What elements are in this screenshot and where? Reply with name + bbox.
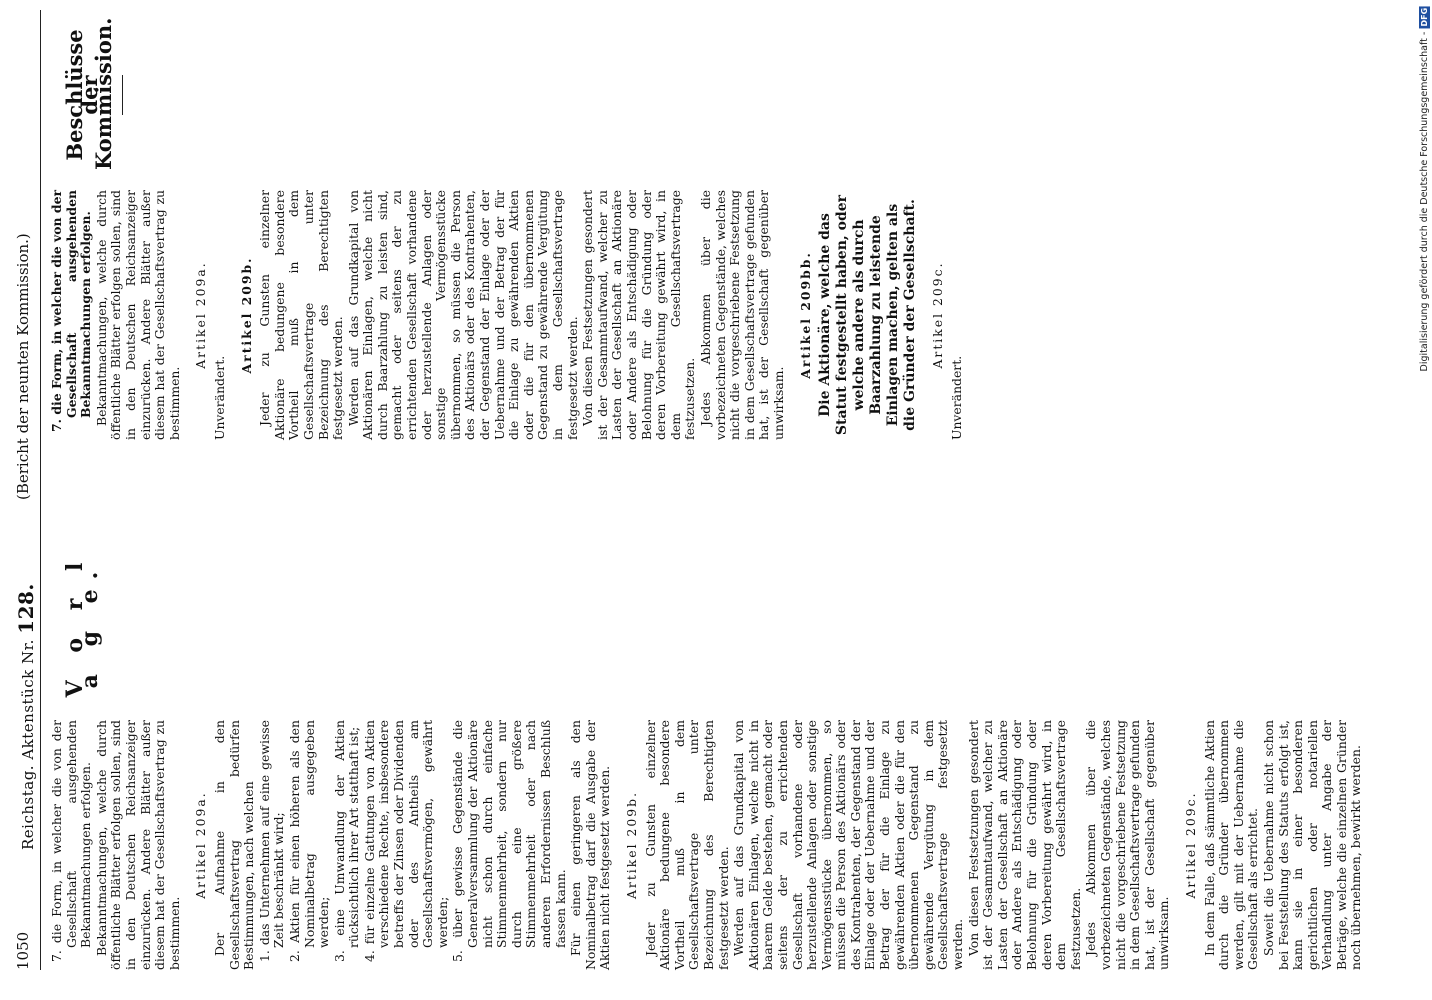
- vorlage-heading: V o r l a g e.: [62, 552, 103, 698]
- article-209b-para-1: Jeder zu Gunsten einzelner Aktionäre bedungene besondere Vortheil muß in dem Gesellschaftsvertrage unter Bezeichnung des Berechtigten festgesetzt werden.: [642, 720, 731, 970]
- article-209a-title: Artikel 209a.: [193, 261, 209, 369]
- article-209a-title: Artikel 209a.: [193, 791, 209, 899]
- vorlage-column: [50, 720, 1365, 970]
- article-209b-para-2: Werden auf das Grundkapital von Aktionären Einlagen, welche nicht durch Baarzahlung zu leisten sind, gemacht oder seitens der zu errichtenden Gesellschaft vorhandene oder herzustellende Anlagen oder sonstige Vermögensstücke übernommen, so müssen die Person des Aktionärs oder des Kontrahenten, der Gegenstand der Einlage oder der Uebernahme und der Betrag der für die Einlage zu gewährenden Aktien oder die für den übernommenen Gegenstand zu gewährende Vergütung in dem Gesellschaftsvertrage festgesetzt werden.: [345, 190, 580, 440]
- bekanntmachungen-para: Bekanntmachungen, welche durch öffentliche Blätter erfolgen sollen, sind in den Deutschen Reichsanzeiger einzurücken. Andere Blätter außer diesem hat der Gesellschaftsvertrag zu bestimmen.: [93, 720, 182, 970]
- article-209b-para-4: Jedes Abkommen über die vorbezeichneten Gegenstände, welches nicht die vorgeschriebene Festsetzung in dem Gesellschaftsvertrage gefunden hat, ist der Gesellschaft gegenüber unwirksam.: [1083, 720, 1172, 970]
- article-209a-intro: Der Aufnahme in den Gesellschaftsvertrag bedürfen Bestimmungen, nach welchen: [211, 720, 257, 970]
- article-209b-para-3: Von diesen Festsetzungen gesondert ist der Gesammtaufwand, welcher zu Lasten der Gesellschaft an Aktionäre oder Andere als Entschädigung oder Belohnung für die Gründung oder deren Vorbereitung gewährt wird, in dem Gesellschaftsvertrage festzusetzen.: [965, 720, 1083, 970]
- article-209b-title: Artikel 209b.: [238, 256, 254, 374]
- list-item: 1. das Unternehmen auf eine gewisse Zeit beschränkt wird;: [256, 720, 287, 962]
- header-title: Reichstag. Aktenstück Nr. 128.: [14, 583, 38, 850]
- article-209b-para-1: Jeder zu Gunsten einzelner Aktionäre bedungene besondere Vortheil muß in dem Gesellschaftsvertrage unter Bezeichnung des Berechtigten festgesetzt werden.: [257, 190, 346, 440]
- heading-divider: [122, 75, 123, 115]
- header-subtitle: (Bericht der neunten Kommission.): [14, 233, 32, 500]
- list-item: 5. über gewisse Gegenstände die Generalversammlung der Aktionäre nicht schon durch einfache Stimmenmehrheit, sondern nur durch eine größere Stimmenmehrheit oder nach anderen Erfordernissen Beschluß fassen kann.: [450, 720, 568, 962]
- document-number: 128.: [14, 583, 38, 634]
- article-209c-para-2: Soweit die Uebernahme nicht schon bei Feststellung des Statuts erfolgt ist, kann sie in einer besonderen gerichtlichen oder notariellen Verhandlung unter Angabe der Beträge, welche die einzelnen Gründer noch übernehmen, bewirkt werden.: [1260, 720, 1364, 970]
- list-item: 2. Aktien für einen höheren als den Nominalbetrag ausgegeben werden;: [286, 720, 332, 962]
- article-209b-para-4: Jedes Abkommen über die vorbezeichneten Gegenstände, welches nicht die vorgeschriebene Festsetzung in dem Gesellschaftsvertrage gefunden hat, ist der Gesellschaft gegenüber unwirksam.: [697, 190, 786, 440]
- page-number: 1050: [14, 931, 32, 970]
- unchanged-note: Unverändert.: [211, 355, 227, 440]
- digitization-sidebar: [1414, 0, 1432, 1000]
- item-7: 7. die Form, in welcher die von der Gesellschaft ausgehenden Bekanntmachungen erfolgen.: [49, 190, 94, 432]
- article-209bb-title: Artikel 209bb.: [797, 251, 813, 379]
- header-rule: [40, 10, 41, 970]
- beschluesse-heading-column: [50, 17, 143, 170]
- article-209c-para-1: In dem Falle, daß sämmtliche Aktien durch die Gründer übernommen werden, gilt mit der Uebernahme die Gesellschaft als errichtet.: [1201, 720, 1261, 970]
- vorlage-heading-column: [50, 550, 107, 700]
- item-7: 7. die Form, in welcher die von der Gesellschaft ausgehenden Bekanntmachungen erfolgen.: [49, 720, 94, 962]
- unchanged-note: Unverändert.: [948, 355, 964, 440]
- article-209bb-para: Die Aktionäre, welche das Statut festgestellt haben, oder welche andere als durch Baarzahlung zu leistende Einlagen machen, gelten als die Gründer der Gesellschaft.: [817, 194, 919, 436]
- page-header: [14, 0, 38, 970]
- dfg-logo: DFG: [1420, 8, 1429, 27]
- beschluesse-heading: Beschlüsse der Kommission.: [62, 17, 117, 170]
- article-209b-title: Artikel 209b.: [623, 790, 639, 900]
- list-item: 4. für einzelne Gattungen von Aktien verschiedene Rechte, insbesondere betreffs der Zinsen oder Dividenden oder des Antheils am Gesellschaftsvermögen, gewährt werden;: [361, 720, 450, 962]
- bekanntmachungen-para: Bekanntmachungen, welche durch öffentliche Blätter erfolgen sollen, sind in den Deutschen Reichsanzeiger einzurücken. Andere Blätter außer diesem hat der Gesellschaftsvertrag zu bestimmen.: [93, 190, 182, 440]
- article-209b-para-3: Von diesen Festsetzungen gesondert ist der Gesammtaufwand, welcher zu Lasten der Gesellschaft an Aktionäre oder Andere als Entschädigung oder Belohnung für die Gründung oder deren Vorbereitung gewährt wird, in dem Gesellschaftsvertrage festzusetzen.: [580, 190, 698, 440]
- funding-note: Digitalisierung gefördert durch die Deutsche Forschungsgemeinschaft - DFG: [1419, 8, 1430, 372]
- list-item: 3. eine Umwandlung der Aktien rücksichtlich ihrer Art statthaft ist;: [331, 720, 362, 962]
- article-209b-para-2: Werden auf das Grundkapital von Aktionären Einlagen, welche nicht in baarem Gelde bestehen, gemacht oder seitens der zu errichtenden Gesellschaft vorhandene oder herzustellende Anlagen oder sonstige Vermögensstücke übernommen, so müssen die Person des Aktionärs oder des Kontrahenten, der Gegenstand der Einlage oder der Uebernahme und der Betrag der für die Einlage zu gewährenden Aktien oder die für den übernommenen Gegenstand zu gewährende Vergütung in dem Gesellschaftsvertrage festgesetzt werden.: [731, 720, 966, 970]
- article-209a-end: Für einen geringeren als den Nominalbetrag darf die Ausgabe der Aktien nicht festgesetzt werden.: [568, 720, 613, 970]
- article-209c-title: Artikel 209c.: [930, 261, 946, 369]
- article-209c-title: Artikel 209c.: [1182, 791, 1198, 899]
- beschluesse-column: [50, 190, 965, 440]
